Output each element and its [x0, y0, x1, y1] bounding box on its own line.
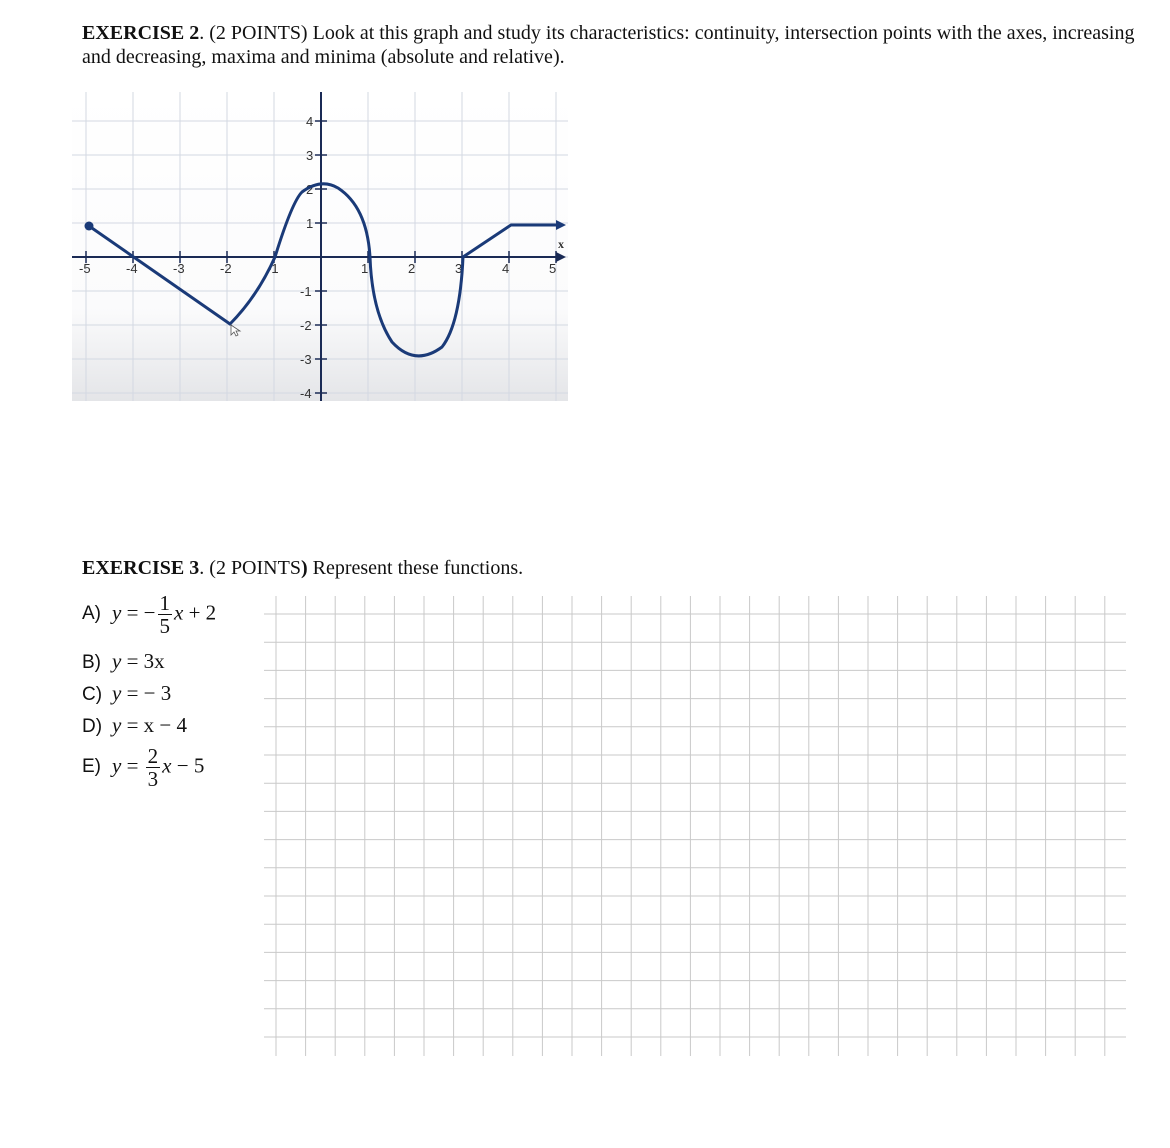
exercise-3-bracket: ): [300, 557, 308, 579]
function-a: [82, 592, 216, 637]
function-graph-svg: [72, 92, 568, 401]
exercise-3-points: 2 POINTS: [215, 557, 301, 579]
function-e-denominator: 3: [147, 767, 159, 791]
function-a-fraction: [158, 592, 173, 637]
function-e-lhs: y: [112, 753, 122, 778]
x-tick-label: -2: [220, 261, 232, 276]
blank-drawing-grid[interactable]: [264, 596, 1126, 1056]
function-a-rest: + 2: [188, 600, 217, 625]
function-c: [82, 681, 171, 706]
function-e-fraction: [146, 745, 161, 790]
function-a-var: x: [174, 600, 184, 625]
function-a-letter: A): [82, 603, 101, 625]
function-a-eq: =: [126, 600, 139, 625]
function-a-sign: −: [143, 600, 156, 625]
function-b: [82, 649, 165, 674]
curve-start-point: [85, 222, 94, 231]
function-d: [82, 713, 187, 738]
x-tick-label: 2: [408, 261, 416, 276]
function-graph: [72, 92, 568, 401]
x-tick-label: -3: [173, 261, 185, 276]
function-a-numerator: 1: [159, 591, 171, 615]
exercise-2-text: . (2 POINTS) Look at this graph and study its characteristics: continuity, intersection points with the axes, increasing and decreasing, maxima and minima (absolute and relative).: [82, 22, 1135, 68]
function-d-lhs: y: [112, 713, 122, 737]
exercise-3-heading: [82, 556, 782, 580]
blank-grid-svg: [264, 596, 1126, 1056]
x-tick-label: -1: [267, 261, 279, 276]
y-tick-label: 2: [306, 182, 314, 197]
y-tick-label: -2: [300, 318, 312, 333]
x-axis-label: x: [558, 237, 564, 251]
function-e-eq: =: [126, 753, 139, 778]
function-e-var: x: [162, 753, 172, 778]
y-tick-label: 4: [306, 114, 314, 129]
function-c-expr: − 3: [143, 681, 172, 705]
function-d-letter: D): [82, 716, 103, 737]
function-a-lhs: y: [112, 600, 122, 625]
y-tick-label: -3: [300, 352, 312, 367]
y-tick-label: -1: [300, 284, 312, 299]
exercise-3-title: EXERCISE 3: [82, 557, 200, 579]
x-tick-label: 3: [455, 261, 463, 276]
blank-grid-lines: [264, 596, 1126, 1056]
x-tick-label: 4: [502, 261, 510, 276]
function-b-letter: B): [82, 652, 101, 673]
y-tick-label: 1: [306, 216, 314, 231]
function-b-eq: =: [126, 649, 139, 673]
y-tick-label: -4: [300, 386, 312, 401]
exercise-3-prefix: . (: [199, 557, 216, 579]
x-tick-label: 1: [361, 261, 369, 276]
function-c-eq: =: [126, 681, 139, 705]
function-e-letter: E): [82, 756, 101, 778]
x-tick-label: -4: [126, 261, 138, 276]
function-c-lhs: y: [112, 681, 122, 705]
x-tick-label: -5: [79, 261, 91, 276]
function-d-eq: =: [126, 713, 139, 737]
function-b-expr: 3x: [143, 649, 165, 673]
function-e-rest: − 5: [176, 753, 205, 778]
function-d-expr: x − 4: [143, 713, 188, 737]
function-a-denominator: 5: [159, 614, 171, 638]
function-e-numerator: 2: [147, 744, 159, 768]
function-c-letter: C): [82, 684, 103, 705]
function-b-lhs: y: [112, 649, 122, 673]
y-tick-label: 3: [306, 148, 314, 163]
exercise-3-text: Represent these functions.: [307, 557, 524, 579]
function-e: [82, 745, 204, 790]
exercise-2-heading: [82, 21, 1142, 69]
exercise-2-title: EXERCISE 2: [82, 22, 200, 44]
x-tick-label: 5: [549, 261, 557, 276]
